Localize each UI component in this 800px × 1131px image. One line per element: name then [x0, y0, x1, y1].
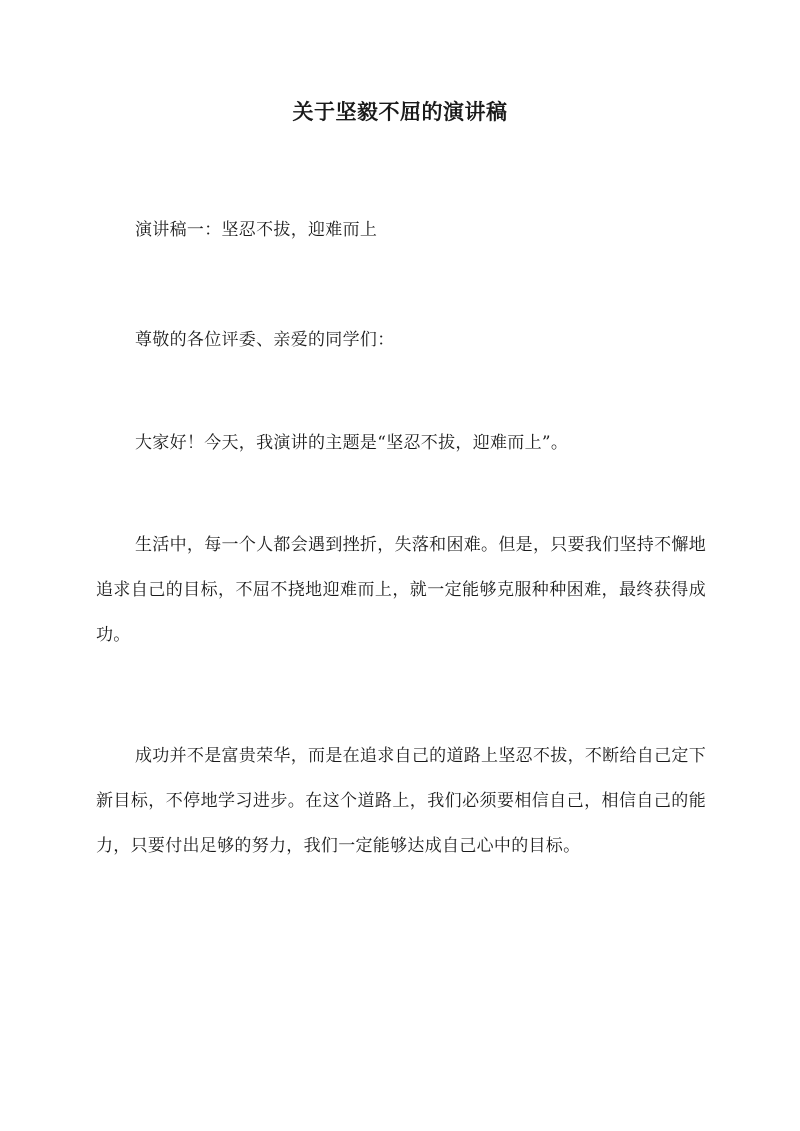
greeting-paragraph: 大家好！今天，我演讲的主题是“坚忍不拔，迎难而上”。	[135, 433, 569, 453]
body-paragraph-2: 成功并不是富贵荣华，而是在追求自己的道路上坚忍不拔，不断给自己定下新目标，不停地学习进步。在这个道路上，我们必须要相信自己，相信自己的能力，只要付出足够的努力，我们一定能够达成自己心中的目标。	[96, 746, 706, 856]
body-paragraph-1: 生活中，每一个人都会遇到挫折，失落和困难。但是，只要我们坚持不懈地追求自己的目标，不屈不挠地迎难而上，就一定能够克服种种困难，最终获得成功。	[96, 535, 706, 645]
salutation: 尊敬的各位评委、亲爱的同学们：	[135, 330, 395, 350]
speech-subtitle: 演讲稿一：坚忍不拔，迎难而上	[135, 220, 378, 240]
document-title: 关于坚毅不屈的演讲稿	[292, 99, 508, 124]
